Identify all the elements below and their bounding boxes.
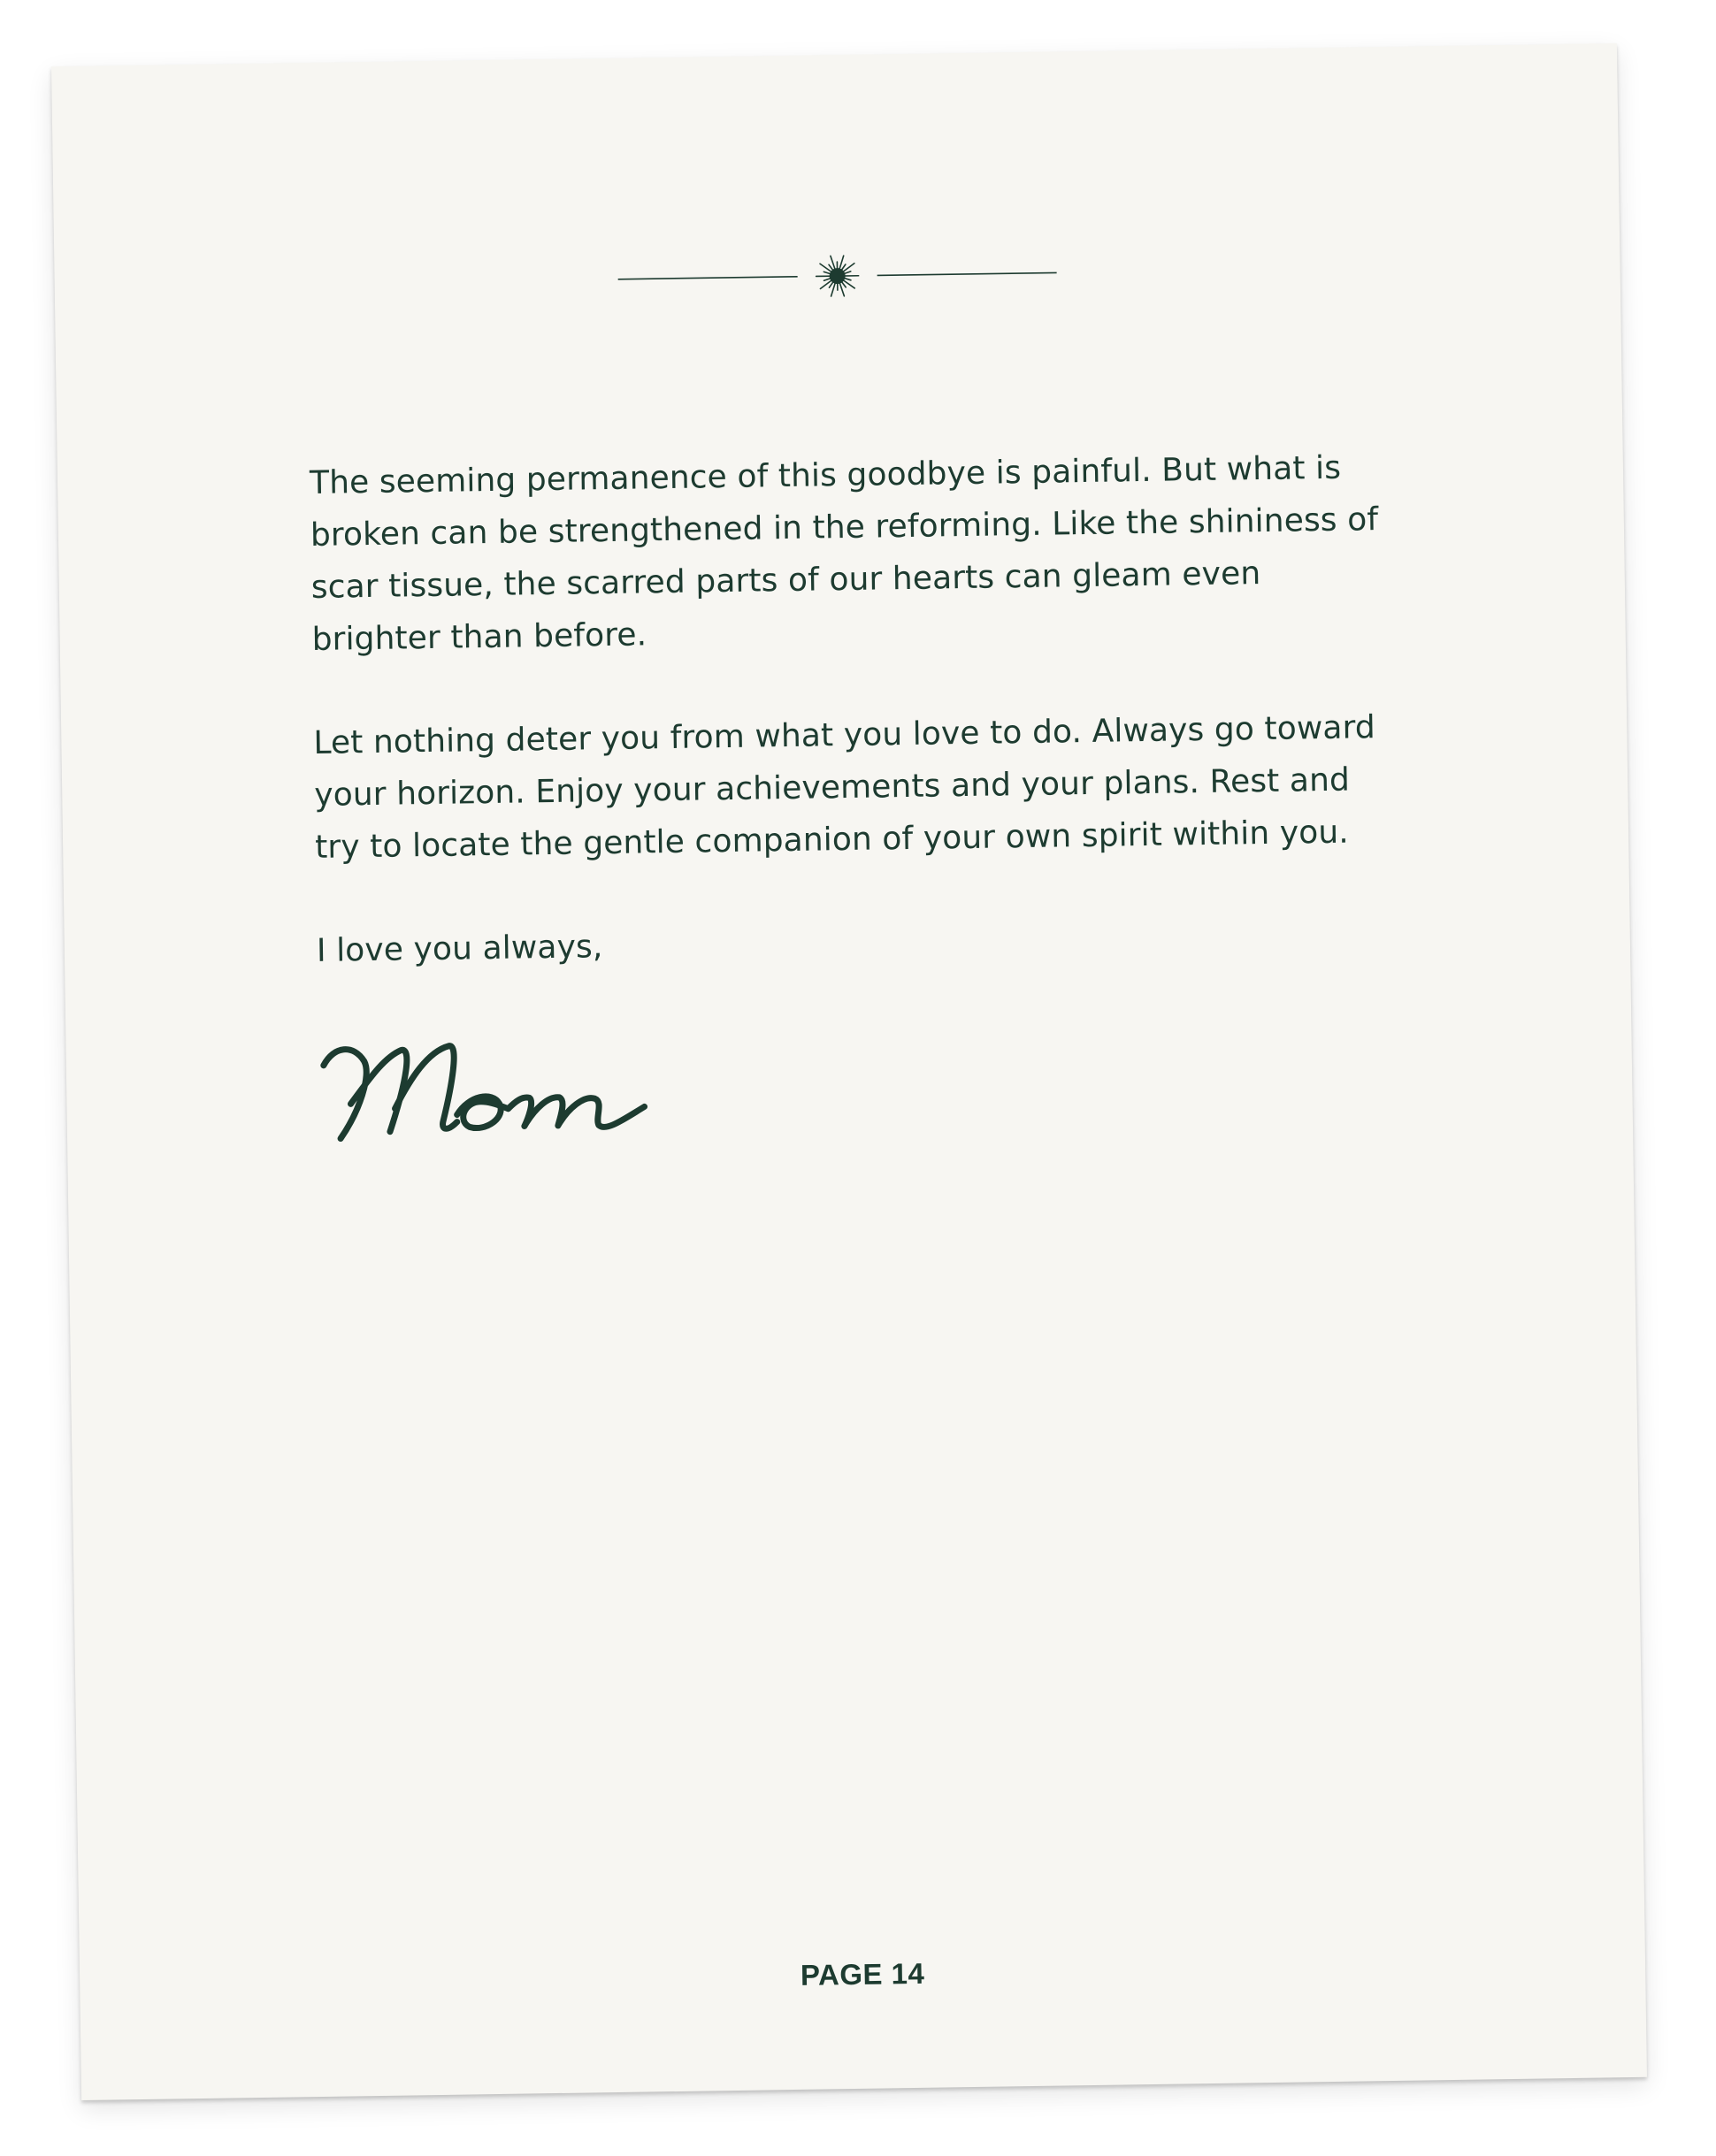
letter-paragraph-2: Let nothing deter you from what you love to do. Always go toward your horizon. Enjoy your achievements and your plans. Rest and try to locate the gentle companion of your own spirit within you. bbox=[313, 709, 1376, 866]
page-number: PAGE 14 bbox=[800, 1956, 925, 1992]
sunburst-divider-icon bbox=[616, 246, 1059, 305]
signature-mom bbox=[318, 1014, 655, 1152]
letter-closing: I love you always, bbox=[316, 929, 603, 969]
letter-paragraph-1: The seeming permanence of this goodbye is painful. But what is broken can be strengthened in the reforming. Like the shininess of scar tissue, the scarred parts of our hearts can gleam even brighter than before. bbox=[309, 449, 1379, 658]
letter-body bbox=[310, 441, 1406, 1028]
letter-page bbox=[51, 43, 1647, 2100]
